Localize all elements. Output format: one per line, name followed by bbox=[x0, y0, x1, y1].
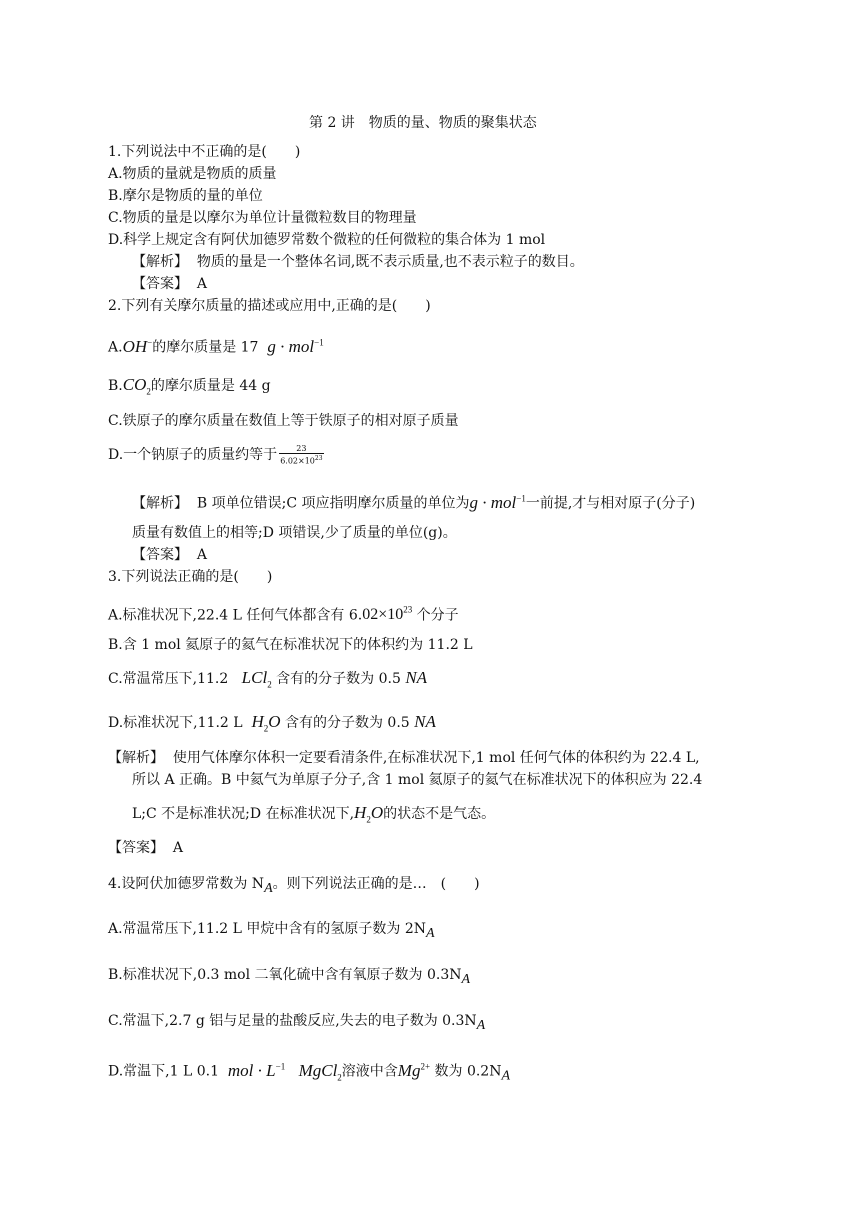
q2-answer bbox=[132, 546, 207, 564]
q2-analysis-label: 【解析】 bbox=[132, 495, 188, 512]
q4-option-b bbox=[108, 966, 470, 989]
q2-b-post: 的摩尔质量是 44 g bbox=[150, 378, 271, 394]
q2-a-unit bbox=[267, 337, 323, 356]
q2-answer-value: A bbox=[196, 547, 208, 563]
q2-a-formula-text: OH bbox=[122, 336, 148, 356]
q1-answer-label: 【答案】 bbox=[132, 276, 188, 292]
q1-analysis bbox=[132, 253, 584, 271]
q3-analysis-sub: 2 bbox=[366, 814, 371, 825]
q3-analysis-formula-o: O bbox=[370, 803, 384, 822]
q4-stem-post: 。则下列说法正确的是… ( ) bbox=[272, 876, 480, 892]
q4-d-post: 数为 0.2N bbox=[434, 1063, 502, 1080]
q4-stem-sub: A bbox=[264, 880, 273, 896]
q4-d-sub: A bbox=[501, 1068, 511, 1084]
q1-stem: 1.下列说法中不正确的是( ) bbox=[108, 144, 301, 160]
q1-answer-value: A bbox=[196, 276, 208, 292]
q2-analysis-unit-exp: −1 bbox=[516, 493, 526, 503]
q2-a-unit-exp: −1 bbox=[314, 337, 324, 347]
q3-c-na: NA bbox=[405, 668, 428, 687]
q4-option-d bbox=[108, 1057, 510, 1086]
q2-b-formula bbox=[122, 375, 151, 397]
q2-option-a bbox=[108, 333, 324, 357]
q2-answer-label: 【答案】 bbox=[132, 547, 188, 563]
q3-d-prefix: D.标准状况下,11.2 L bbox=[108, 715, 243, 731]
q3-option-a bbox=[108, 601, 459, 624]
q2-b-sub: 2 bbox=[146, 386, 151, 397]
q4-a-sub: A bbox=[426, 925, 435, 941]
q4-d-unit-exp: −1 bbox=[275, 1061, 286, 1071]
q3-d-mid: 含有的分子数为 0.5 bbox=[284, 715, 410, 731]
q4-d-formula bbox=[298, 1060, 342, 1083]
q2-a-formula bbox=[123, 337, 153, 356]
q2-analysis-line2: 质量有数值上的相等;D 项错误,少了质量的单位(g)。 bbox=[132, 525, 457, 541]
q4-d-prefix: D.常温下,1 L 0.1 bbox=[108, 1063, 219, 1080]
page-title: 第 2 讲 物质的量、物质的聚集状态 bbox=[309, 115, 537, 131]
q3-a-prefix: A.标准状况下,22.4 L 任何气体都含有 6. bbox=[108, 607, 363, 624]
q4-option-a bbox=[108, 920, 435, 943]
q3-option-d bbox=[108, 713, 436, 737]
q3-analysis bbox=[108, 749, 700, 767]
q1-option-a: A.物质的量就是物质的质量 bbox=[108, 166, 277, 182]
q1-option-c: C.物质的量是以摩尔为单位计量微粒数目的物理量 bbox=[108, 210, 417, 226]
q2-d-numerator: 23 bbox=[279, 444, 323, 454]
q4-d-ion-text: Mg bbox=[397, 1060, 421, 1080]
q2-a-charge: − bbox=[147, 337, 153, 347]
q3-a-number bbox=[362, 606, 412, 623]
q2-d-prefix: D.一个钠原子的质量约等于 bbox=[108, 446, 278, 463]
q4-stem-pre: 4.设阿伏加德罗常数为 N bbox=[108, 876, 265, 892]
q2-d-fraction bbox=[279, 444, 323, 466]
q2-option-d bbox=[108, 444, 324, 466]
q2-analysis bbox=[132, 489, 695, 513]
q4-a-text: A.常温常压下,11.2 L 甲烷中含有的氢原子数为 2N bbox=[108, 921, 426, 937]
q2-analysis-pre: B 项单位错误;C 项应指明摩尔质量的单位为 bbox=[196, 495, 470, 512]
q2-d-den-exp: 23 bbox=[314, 455, 323, 462]
q3-option-b: B.含 1 mol 氦原子的氦气在标准状况下的体积约为 11.2 L bbox=[108, 637, 473, 653]
q1-option-b: B.摩尔是物质的量的单位 bbox=[108, 188, 263, 204]
q3-a-post: 个分子 bbox=[416, 607, 459, 624]
q3-d-na: NA bbox=[414, 712, 436, 731]
q2-a-unit-text: g · mol bbox=[267, 336, 315, 356]
q3-a-exp: 23 bbox=[403, 605, 413, 615]
q4-d-unit-text: mol · L bbox=[227, 1060, 276, 1080]
q3-analysis-formula-h: H bbox=[354, 803, 367, 822]
q3-option-c bbox=[108, 669, 427, 693]
q2-option-c: C.铁原子的摩尔质量在数值上等于铁原子的相对原子质量 bbox=[108, 413, 459, 429]
q3-d-formula-h: H bbox=[251, 712, 264, 731]
q1-option-d: D.科学上规定含有阿伏加德罗常数个微粒的任何微粒的集合体为 1 mol bbox=[108, 232, 546, 248]
q2-b-prefix: B. bbox=[108, 378, 123, 394]
q4-d-mid: 溶液中含 bbox=[341, 1063, 398, 1080]
q3-analysis-label: 【解析】 bbox=[108, 750, 164, 766]
q3-c-sub: 2 bbox=[267, 679, 272, 690]
q1-analysis-label: 【解析】 bbox=[132, 254, 188, 270]
q3-answer-value: A bbox=[172, 840, 184, 856]
q3-c-prefix: C.常温常压下,11.2 bbox=[108, 671, 229, 687]
q3-d-formula-o: O bbox=[268, 712, 281, 731]
q4-d-ion-charge: 2+ bbox=[420, 1061, 431, 1071]
q2-option-b bbox=[108, 376, 271, 400]
q3-analysis-line3 bbox=[132, 804, 495, 828]
q2-a-prefix: A. bbox=[108, 339, 123, 356]
q2-analysis-unit bbox=[470, 493, 526, 512]
q4-stem bbox=[108, 875, 480, 898]
q2-d-denominator bbox=[279, 454, 323, 466]
q1-analysis-text: 物质的量是一个整体名词,既不表示质量,也不表示粒子的数目。 bbox=[196, 254, 584, 270]
q4-d-formula-text: MgCl bbox=[298, 1060, 338, 1080]
q4-c-text: C.常温下,2.7 g 铝与足量的盐酸反应,失去的电子数为 0.3N bbox=[108, 1013, 477, 1029]
q2-a-mid: 的摩尔质量是 17 bbox=[152, 339, 259, 356]
q4-option-c bbox=[108, 1012, 485, 1035]
q1-answer bbox=[132, 275, 207, 293]
q3-analysis-formula bbox=[354, 803, 384, 825]
q3-analysis-line3-pre: L;C 不是标准状况;D 在标准状况下, bbox=[132, 806, 355, 822]
q4-d-unit bbox=[228, 1061, 285, 1080]
q3-analysis-line3-post: 的状态不是气态。 bbox=[383, 806, 496, 822]
q3-answer bbox=[108, 839, 183, 857]
q3-analysis-line2: 所以 A 正确。B 中氦气为单原子分子,含 1 mol 氦原子的氦气在标准状况下的体积应为 22.4 bbox=[132, 772, 703, 788]
q4-c-sub: A bbox=[476, 1017, 486, 1033]
q2-analysis-unit-text: g · mol bbox=[469, 492, 517, 512]
q3-c-formula-text: LCl bbox=[241, 668, 268, 687]
q3-stem: 3.下列说法正确的是( ) bbox=[108, 569, 273, 585]
q4-d-formula-sub: 2 bbox=[337, 1072, 342, 1083]
q3-a-number-text: 02×10 bbox=[362, 606, 404, 624]
q4-b-text: B.标准状况下,0.3 mol 二氧化硫中含有氧原子数为 0.3N bbox=[108, 967, 462, 983]
q3-c-formula bbox=[241, 668, 272, 690]
q4-d-ion bbox=[398, 1061, 430, 1080]
q3-analysis-line1: 使用气体摩尔体积一定要看清条件,在标准状况下,1 mol 任何气体的体积约为 22.4 L, bbox=[172, 750, 700, 766]
q2-stem: 2.下列有关摩尔质量的描述或应用中,正确的是( ) bbox=[108, 298, 431, 314]
q3-d-sub: 2 bbox=[263, 723, 269, 734]
q4-b-sub: A bbox=[461, 971, 471, 987]
q2-analysis-post: 一前提,才与相对原子(分子) bbox=[525, 495, 696, 512]
q3-d-formula bbox=[251, 712, 281, 734]
q3-c-mid: 含有的分子数为 0.5 bbox=[276, 671, 401, 687]
q3-answer-label: 【答案】 bbox=[108, 840, 164, 856]
q2-b-formula-text: CO bbox=[122, 375, 147, 394]
q2-d-den-text: 6.02×10 bbox=[280, 456, 315, 466]
